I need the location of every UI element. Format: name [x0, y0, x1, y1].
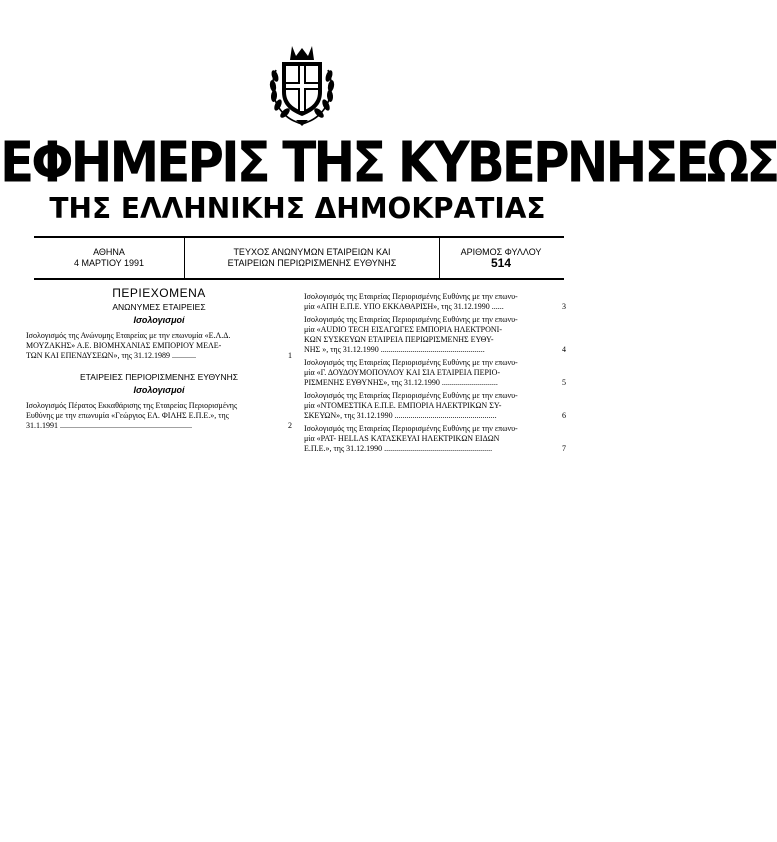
contents-entry-line: 31.1.1991 .................................................................. [26, 421, 192, 430]
section-subheading-ltd: Ισολογισμοί [133, 385, 185, 395]
section-heading-sa: ΑΝΩΝΥΜΕΣ ΕΤΑΙΡΕΙΕΣ [112, 302, 206, 312]
contents-entry-line: μία «ΑΠΗ Ε.Π.Ε. ΥΠΟ ΕΚΚΑΘΑΡΙΣΗ», της 31.12.1990 ...... [304, 302, 504, 311]
contents-entry-line: Ε.Π.Ε.», της 31.12.1990 ...................................................... [304, 444, 493, 453]
contents-entry-page: 6 [562, 411, 566, 420]
contents-entry-line: Ισολογισμός της Εταιρείας Περιορισμένης Ευθύνης με την επωνυ- [304, 292, 518, 301]
contents-entry-line: μία «Γ. ΔΟΥΔΟΥΜΟΠΟΥΛΟΥ ΚΑΙ ΣΙΑ ΕΤΑΙΡΕΙΑ ΠΕΡΙΟ- [304, 368, 501, 377]
contents-entry-page: 2 [288, 421, 292, 430]
contents-entry-page: 4 [562, 345, 566, 354]
contents-entry-line: ΝΗΣ », της 31.12.1990 .................................................... [304, 345, 485, 354]
contents-entry [304, 315, 566, 355]
contents-entry-line: Ισολογισμός της Εταιρείας Περιορισμένης Ευθύνης με την επωνυ- [304, 424, 518, 433]
contents-entry-line: Ισολογισμός της Εταιρείας Περιορισμένης Ευθύνης με την επωνυ- [304, 315, 518, 324]
gazette-subtitle: ΤΗΣ ΕΛΛΗΝΙΚΗΣ ΔΗΜΟΚΡΑΤΙΑΣ [49, 192, 546, 225]
contents-entry-line: ΣΚΕΥΩΝ», της 31.12.1990 ................................................... [304, 411, 497, 420]
issue-volume-line1: ΤΕΥΧΟΣ ΑΝΩΝΥΜΩΝ ΕΤΑΙΡΕΙΩΝ ΚΑΙ [233, 247, 391, 257]
issue-place-date [34, 238, 184, 278]
contents-entry-line: ΤΩΝ ΚΑΙ ΕΠΕΝΔΥΣΕΩΝ», της 31.12.1989 ............ [26, 351, 197, 360]
issue-volume [184, 238, 440, 278]
contents-entry-line: Ισολογισμός της Εταιρείας Περιορισμένης Ευθύνης με την επωνυ- [304, 391, 518, 400]
coat-of-arms-icon [262, 40, 342, 128]
contents-entry [304, 424, 566, 454]
issue-date: 4 ΜΑΡΤΙΟΥ 1991 [73, 258, 145, 268]
contents-entry-page: 7 [562, 444, 566, 453]
contents-entry [26, 401, 292, 431]
contents-entry-line: Ισολογισμός της Εταιρείας Περιορισμένης Ευθύνης με την επωνυ- [304, 358, 518, 367]
contents-list-ltd-continued [304, 292, 566, 454]
issue-sheet [438, 238, 564, 278]
contents-entry [304, 292, 566, 312]
contents-entry-page: 1 [288, 351, 292, 360]
contents-entry-page: 5 [562, 378, 566, 387]
contents-list-sa [26, 331, 292, 361]
contents-list-ltd [26, 401, 292, 431]
contents-entry [26, 331, 292, 361]
contents-entry [304, 391, 566, 421]
issue-info-box [34, 236, 564, 280]
sheet-label: ΑΡΙΘΜΟΣ ΦΥΛΛΟΥ [460, 247, 542, 257]
contents-entry-line: Ευθύνης με την επωνυμία «Γεώργιος ΕΛ. ΦΙΛΗΣ Ε.Π.Ε.», της [26, 411, 229, 420]
issue-city: ΑΘΗΝΑ [93, 247, 125, 257]
section-heading-ltd: ΕΤΑΙΡΕΙΕΣ ΠΕΡΙΟΡΙΣΜΕΝΗΣ ΕΥΘΥΝΗΣ [79, 372, 239, 382]
issue-volume-line2: ΕΤΑΙΡΕΙΩΝ ΠΕΡΙΩΡΙΣΜΕΝΗΣ ΕΥΘΥΝΗΣ [227, 258, 397, 268]
contents-entry-line: μία «AUDIO TECH ΕΙΣΑΓΩΓΕΣ ΕΜΠΟΡΙΑ ΗΛΕΚΤΡΟΝΙ- [304, 325, 502, 334]
gazette-title: ΕΦΗΜΕΡΙΣ ΤΗΣ ΚΥΒΕΡΝΗΣΕΩΣ [0, 130, 777, 195]
contents-entry-page: 3 [562, 302, 566, 311]
contents-entry-line: μία «PAT- HELLAS ΚΑΤΑΣΚΕΥΑΙ ΗΛΕΚΤΡΙΚΩΝ ΕΙΔΩΝ [304, 434, 500, 443]
contents-right-column [304, 292, 566, 457]
contents-heading: ΠΕΡΙΕΧΟΜΕΝΑ [112, 286, 206, 300]
contents-entry-line: ΚΩΝ ΣΥΣΚΕΥΩΝ ΕΤΑΙΡΕΙΑ ΠΕΡΙΩΡΙΣΜΕΝΗΣ ΕΥΘΥ- [304, 335, 494, 344]
contents-entry [304, 358, 566, 388]
contents-entry-line: Ισολογισμός της Ανώνυμης Εταιρείας με την επωνυμία «Ε.Λ.Δ. [26, 331, 231, 340]
contents-entry-line: ΜΟΥΖΑΚΗΣ» Α.Ε. ΒΙΟΜΗΧΑΝΙΑΣ ΕΜΠΟΡΙΟΥ ΜΕΛΕ- [26, 341, 222, 350]
sheet-number: 514 [490, 256, 512, 270]
contents-entry-line: ΡΙΣΜΕΝΗΣ ΕΥΘΥΝΗΣ», της 31.12.1990 ............................ [304, 378, 498, 387]
section-subheading-sa: Ισολογισμοί [133, 315, 185, 325]
contents-entry-line: μία «ΝΤΟΜΕΣΤΙΚΑ Ε.Π.Ε. ΕΜΠΟΡΙΑ ΗΛΕΚΤΡΙΚΩΝ ΣΥ- [304, 401, 502, 410]
contents-entry-line: Ισολογισμός Πέρατος Εκκαθάρισης της Εταιρείας Περιορισμένης [26, 401, 238, 410]
contents-left-column [26, 288, 292, 434]
